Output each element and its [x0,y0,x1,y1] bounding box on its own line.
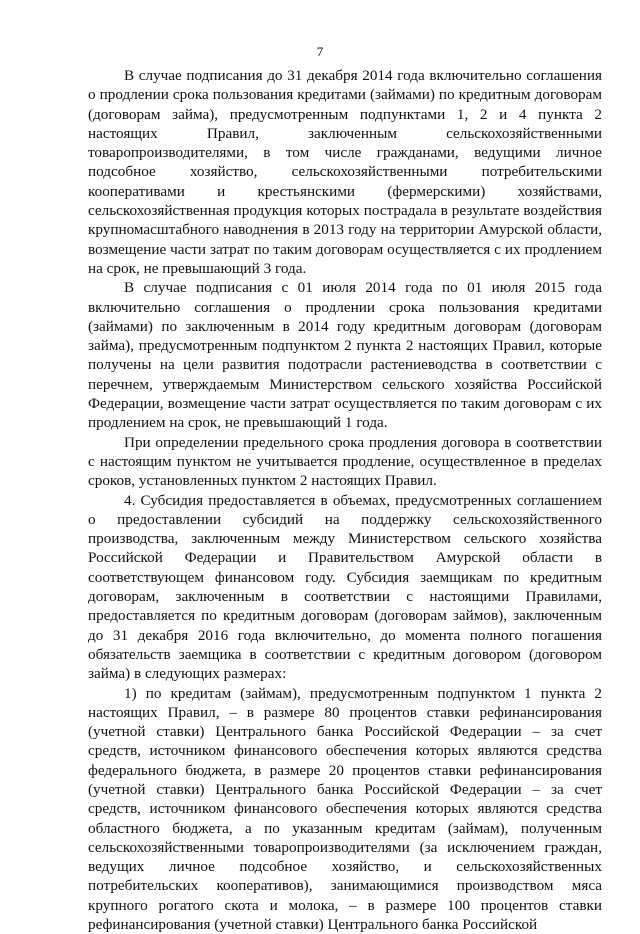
paragraph-subsidy-volume: 4. Субсидия предоставляется в объемах, предусмотренных соглашением о предоставлении субсидий на поддержку сельскохозяйственного производства, заключенным между Министерством сельского хозяйства Российской Федерации и Правительством Амурской области в соответствующем финансовом году. Субсидия заемщикам по кредитным договорам, заключенным в соответствии с настоящими Правилами, предоставляется по кредитным договорам (договорам займов), заключенным до 31 декабря 2016 года включительно, до момента полного погашения обязательств заемщика в соответствии с кредитным договором (договором займа) в следующих размерах: [88,491,602,684]
paragraph-extension-2014: В случае подписания до 31 декабря 2014 года включительно соглашения о продлении срока пользования кредитами (займами) по кредитным договорам (договорам займа), предусмотренным подпунктами 1, 2 и 4 пункта 2 настоящих Правил, заключенным сельскохозяйственными товаропроизводителями, в том числе гражданами, ведущими личное подсобное хозяйство, сельскохозяйственными потребительскими кооперативами и крестьянскими (фермерскими) хозяйствами, сельскохозяйственная продукция которых пострадала в результате воздействия крупномасштабного наводнения в 2013 году на территории Амурской области, возмещение части затрат по таким договорам осуществляется с их продлением на срок, не превышающий 3 года. [88,66,602,278]
page-number: 7 [0,44,640,60]
paragraph-subsidy-item-1: 1) по кредитам (займам), предусмотренным подпунктом 1 пункта 2 настоящих Правил, – в размере 80 процентов ставки рефинансирования (учетной ставки) Центрального банка Российской Федерации – за счет средств, источником финансового обеспечения которых являются средства федерального бюджета, в размере 20 процентов ставки рефинансирования (учетной ставки) Центрального банка Российской Федерации – за счет средств, источником финансового обеспечения которых являются средства областного бюджета, а по указанным кредитам (займам), полученным сельскохозяйственными товаропроизводителями (за исключением граждан, ведущих личное подсобное хозяйство, и сельскохозяйственных потребительских кооперативов), занимающимися производством мяса крупного рогатого скота и молока, – в размере 100 процентов ставки рефинансирования (учетной ставки) Центрального банка Российской [88,684,602,934]
paragraph-extension-limit: При определении предельного срока продления договора в соответствии с настоящим пунктом не учитывается продление, осуществленное в пределах сроков, установленных пунктом 2 настоящих Правил. [88,433,602,491]
document-body [88,66,602,934]
paragraph-extension-2015: В случае подписания с 01 июля 2014 года по 01 июля 2015 года включительно соглашения о продлении срока пользования кредитами (займами) по заключенным в 2014 году кредитным договорам (договорам займа), предусмотренным подпунктом 2 пункта 2 настоящих Правил, которые получены на цели развития подотрасли растениеводства в соответствии с перечнем, утверждаемым Министерством сельского хозяйства Российской Федерации, возмещение части затрат осуществляется по таким договорам с их продлением на срок, не превышающий 1 года. [88,278,602,432]
